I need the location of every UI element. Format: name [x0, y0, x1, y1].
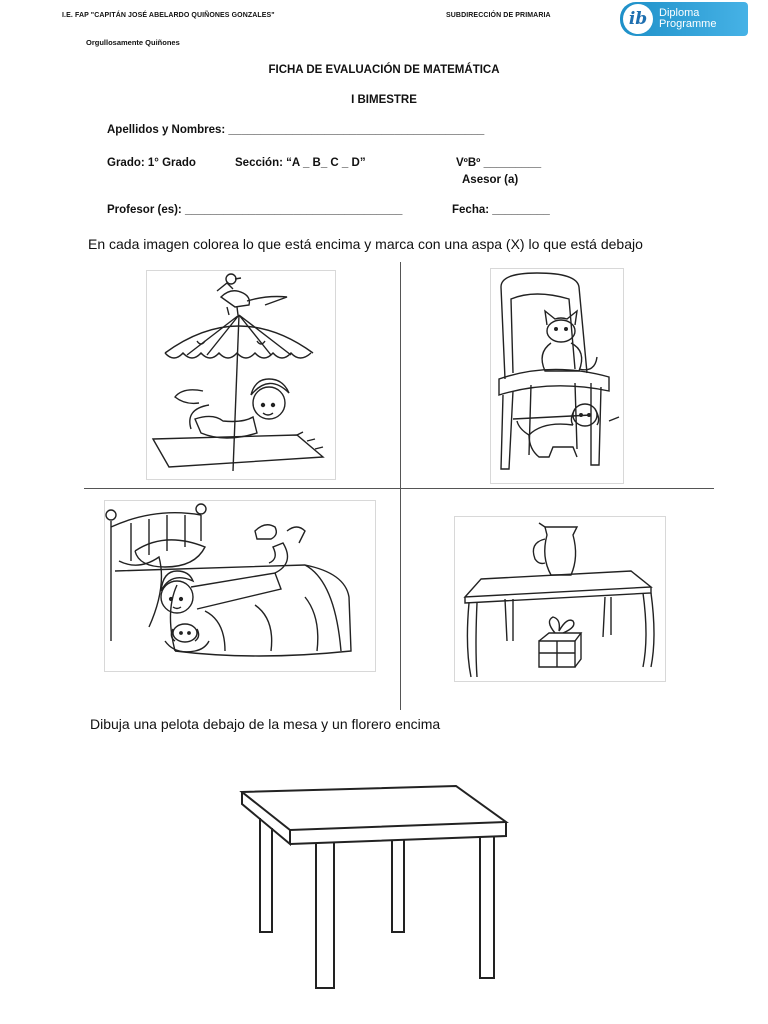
ib-logo-icon: ib — [623, 4, 653, 34]
umbrella-illustration-icon — [147, 271, 335, 479]
school-motto: Orgullosamente Quiñones — [86, 38, 180, 47]
table-outline-illustration-icon — [236, 782, 512, 994]
bed-scene[interactable] — [104, 500, 376, 672]
instruction-coloring: En cada imagen colorea lo que está encima y marca con una aspa (X) lo que está debajo — [88, 236, 643, 252]
school-name: I.E. FAP "CAPITÁN JOSÉ ABELARDO QUIÑONES GONZALES" — [62, 12, 275, 19]
teacher-field[interactable]: Profesor (es): __________________________________ — [107, 204, 403, 216]
ib-logo-line1: Diploma — [659, 7, 700, 19]
ib-logo-line2: Programme — [659, 18, 717, 30]
bed-illustration-icon — [105, 501, 375, 671]
ib-logo — [620, 2, 748, 36]
approval-field[interactable]: VºBº _________ — [456, 157, 542, 169]
instruction-drawing: Dibuja una pelota debajo de la mesa y un florero encima — [90, 716, 441, 732]
date-field[interactable]: Fecha: _________ — [452, 204, 550, 216]
department-name: SUBDIRECCIÓN DE PRIMARIA — [446, 12, 551, 19]
page-title: FICHA DE EVALUACIÓN DE MATEMÁTICA — [268, 64, 500, 76]
table-scene[interactable] — [454, 516, 666, 682]
grade-field: Grado: 1° Grado — [107, 157, 196, 169]
drawing-table[interactable] — [236, 782, 512, 994]
advisor-label: Asesor (a) — [462, 174, 519, 186]
umbrella-scene[interactable] — [146, 270, 336, 480]
chair-illustration-icon — [491, 269, 623, 483]
names-field[interactable]: Apellidos y Nombres: ________________________________________ — [107, 124, 485, 136]
ib-logo-text — [659, 8, 716, 30]
table-illustration-icon — [455, 517, 665, 681]
chair-scene[interactable] — [490, 268, 624, 484]
section-field[interactable]: Sección: “A _ B_ C _ D” — [235, 157, 366, 169]
grid-divider-vertical — [400, 262, 401, 710]
grid-divider-horizontal — [84, 488, 714, 489]
page-subtitle: I BIMESTRE — [351, 94, 417, 106]
